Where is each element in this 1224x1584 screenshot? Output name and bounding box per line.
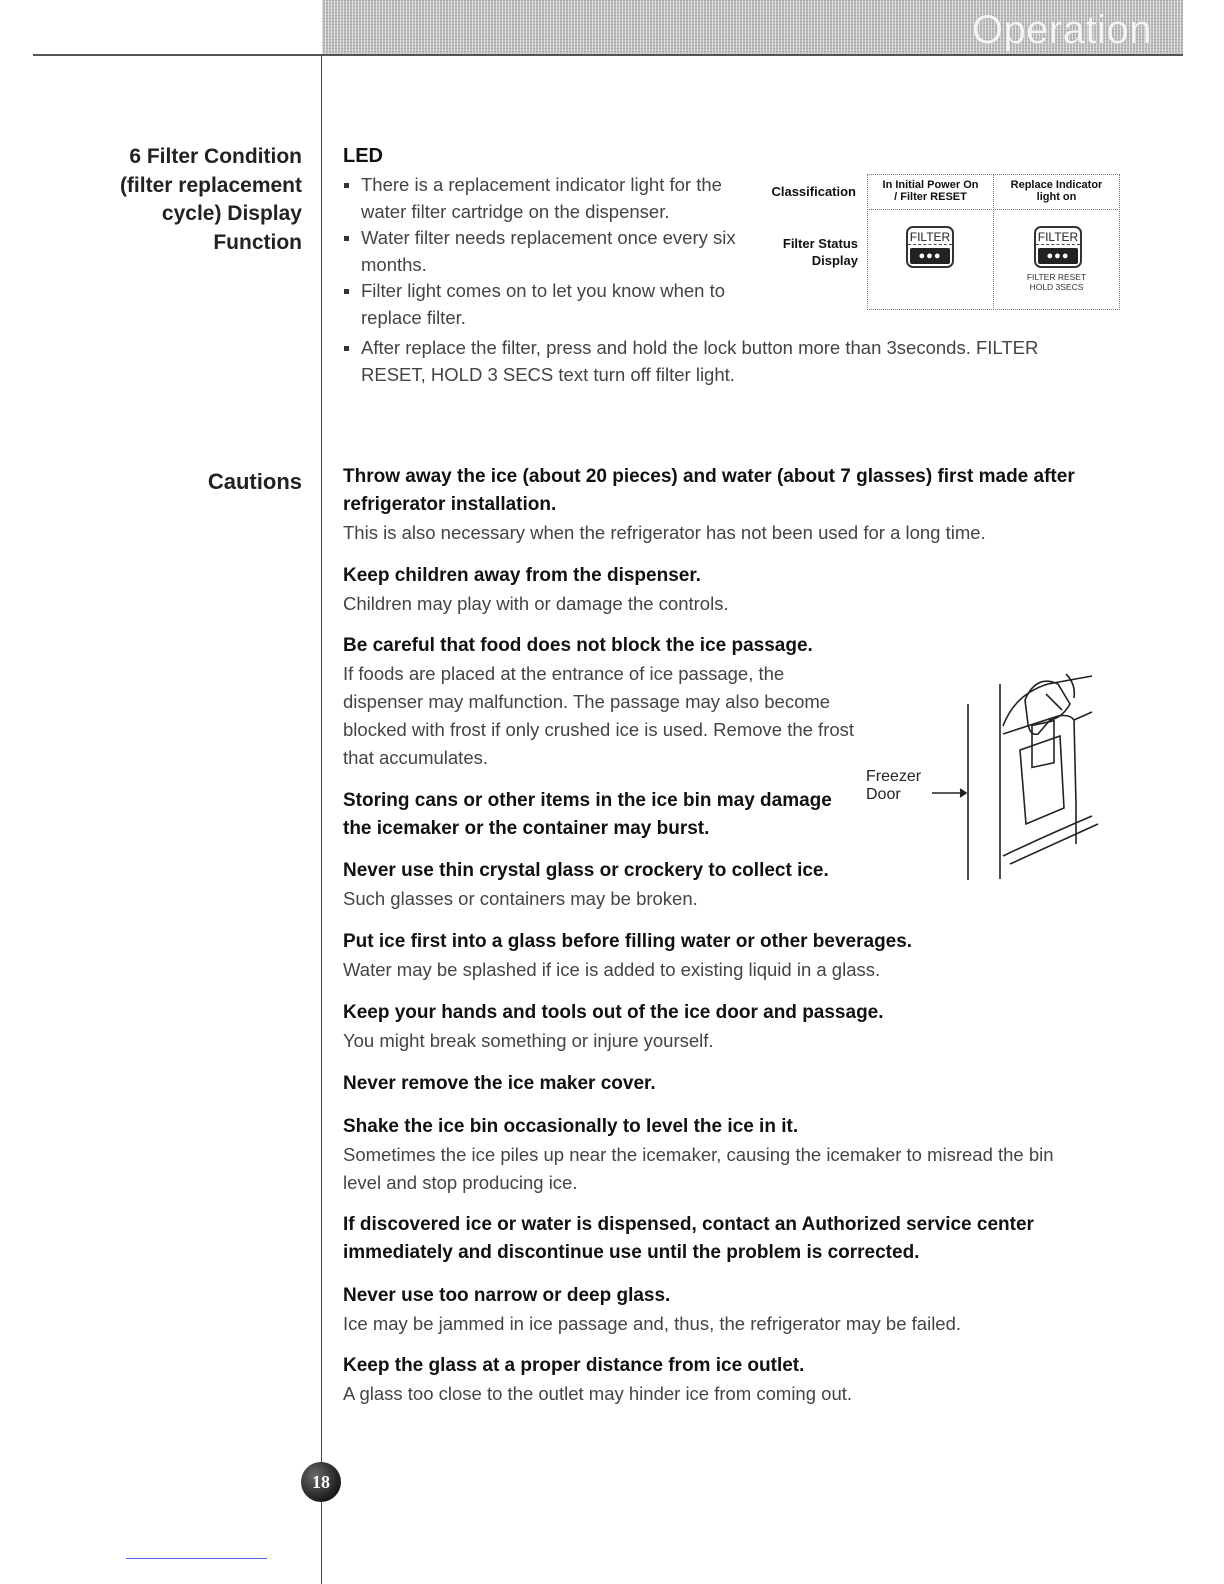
table-head-line: Replace Indicator — [1010, 179, 1103, 191]
caution-item — [343, 562, 1103, 618]
caution-item — [343, 787, 853, 843]
filter-status-label-line: Display — [811, 253, 858, 268]
caution-title: Put ice first into a glass before filling water or other beverages. — [343, 931, 913, 952]
reset-text-line: FILTER RESET — [1026, 272, 1087, 282]
bullet-text: Water filter needs replacement once every six months. — [361, 227, 736, 275]
caution-title: Keep your hands and tools out of the ice door and passage. — [343, 1002, 884, 1023]
side-heading-line: (filter replacement — [119, 173, 302, 197]
caution-body: You might break something or injure yourself. — [343, 1030, 714, 1051]
water-drop-icon: ●●● — [1038, 248, 1078, 264]
caution-title: Never use thin crystal glass or crockery to collect ice. — [343, 860, 829, 881]
figure-label-line: Door — [866, 786, 901, 803]
list-item — [343, 172, 753, 225]
filter-badge-text: FILTER — [1037, 230, 1079, 244]
footer-rule — [126, 1558, 267, 1559]
caution-item — [343, 1352, 1103, 1408]
caution-title: Be careful that food does not block the ice passage. — [343, 635, 813, 656]
list-item — [343, 225, 753, 278]
caution-item — [343, 1113, 1093, 1197]
caution-body: Ice may be jammed in ice passage and, thus, the refrigerator may be failed. — [343, 1313, 962, 1334]
list-item — [343, 335, 1043, 388]
table-cell — [867, 209, 994, 310]
bullet-icon — [344, 346, 349, 351]
caution-title: Throw away the ice (about 20 pieces) and water (about 7 glasses) first made after refrigerator installation. — [343, 466, 1075, 515]
page-section-title: Operation — [971, 8, 1152, 52]
water-drop-icon: ●●● — [910, 248, 950, 264]
caution-body: If foods are placed at the entrance of ice passage, the dispenser may malfunction. The passage may also become blocked with frost if only crushed ice is used. Remove the frost that accumulates. — [343, 663, 855, 768]
filter-indicator-icon — [906, 226, 954, 268]
margin-line — [321, 55, 322, 1584]
caution-title: Shake the ice bin occasionally to level the ice in it. — [343, 1116, 799, 1137]
table-cell-head — [867, 174, 994, 210]
caution-item — [343, 463, 1103, 547]
caution-item — [343, 999, 1103, 1055]
bullet-text: There is a replacement indicator light for the water filter cartridge on the dispenser. — [361, 174, 722, 222]
caution-title: Keep the glass at a proper distance from ice outlet. — [343, 1355, 805, 1376]
figure-label-line: Freezer — [866, 768, 922, 785]
filter-status-label — [766, 235, 858, 269]
filter-side-heading — [120, 143, 302, 257]
table-head-line: light on — [1036, 191, 1077, 203]
caution-body: Water may be splashed if ice is added to existing liquid in a glass. — [343, 959, 881, 980]
side-heading-line: cycle) Display — [161, 202, 302, 225]
caution-body: A glass too close to the outlet may hinder ice from coming out. — [343, 1383, 853, 1404]
led-heading: LED — [343, 145, 383, 167]
bullet-icon — [344, 183, 349, 188]
cautions-side-heading: Cautions — [207, 469, 302, 494]
bullet-icon — [344, 236, 349, 241]
bullet-text: After replace the filter, press and hold the lock button more than 3seconds. FILTER RESET, HOLD 3 SECS text turn off filter light. — [361, 337, 1039, 385]
filter-reset-text — [994, 272, 1119, 292]
classification-label: Classification — [771, 184, 856, 199]
caution-title: Never use too narrow or deep glass. — [343, 1285, 671, 1306]
table-cell — [993, 209, 1120, 310]
caution-item — [343, 928, 1103, 984]
table-head-line: In Initial Power On — [882, 179, 979, 191]
caution-body: Sometimes the ice piles up near the icemaker, causing the icemaker to misread the bin level and stop producing ice. — [343, 1144, 1054, 1193]
led-bullet-list — [343, 172, 753, 331]
table-head-line: / Filter RESET — [894, 191, 967, 203]
caution-body: Children may play with or damage the controls. — [343, 593, 729, 614]
caution-title: Storing cans or other items in the ice bin may damage the icemaker or the container may burst. — [343, 790, 832, 839]
ice-dispenser-icon — [860, 664, 1110, 884]
filter-badge-text: FILTER — [909, 230, 951, 244]
caution-title: If discovered ice or water is dispensed, contact an Authorized service center immediately and discontinue use until the problem is corrected. — [343, 1214, 1034, 1263]
freezer-door-figure — [860, 664, 1110, 884]
filter-status-label-line: Filter Status — [782, 236, 858, 251]
caution-item — [343, 1070, 1103, 1098]
caution-item — [343, 1211, 1063, 1267]
side-heading-line: 6 Filter Condition — [129, 145, 302, 168]
caution-body: Such glasses or containers may be broken. — [343, 888, 698, 909]
page-number-badge: 18 — [301, 1462, 341, 1502]
caution-body: This is also necessary when the refrigerator has not been used for a long time. — [343, 522, 986, 543]
table-cell-head — [993, 174, 1120, 210]
led-bullet-list-wide — [343, 335, 1043, 388]
list-item — [343, 278, 753, 331]
bullet-text: Filter light comes on to let you know when to replace filter. — [361, 280, 726, 328]
reset-text-line: HOLD 3SECS — [1029, 282, 1084, 292]
side-heading-line: Function — [213, 230, 302, 254]
caution-title: Keep children away from the dispenser. — [343, 565, 701, 586]
header-rule — [33, 54, 1183, 56]
caution-item — [343, 1282, 1103, 1338]
filter-status-table — [766, 172, 1120, 312]
bullet-icon — [344, 289, 349, 294]
caution-title: Never remove the ice maker cover. — [343, 1073, 656, 1094]
filter-indicator-icon — [1034, 226, 1082, 268]
